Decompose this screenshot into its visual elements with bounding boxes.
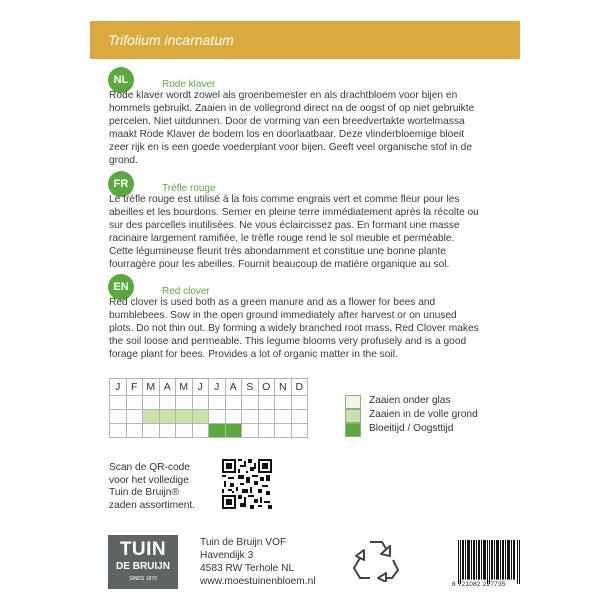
calendar-cell — [258, 396, 275, 410]
calendar-cell — [209, 410, 226, 424]
calendar-cell — [126, 424, 143, 438]
month-label: S — [242, 379, 259, 396]
company-name: Tuin de Bruijn VOF — [200, 537, 287, 548]
calendar-cell — [275, 410, 292, 424]
calendar-cell — [159, 424, 176, 438]
calendar-row-sow-ground — [110, 410, 308, 424]
calendar-cell — [275, 396, 292, 410]
lang-badge-nl: NL — [108, 67, 134, 93]
section-text-en: Red clover is used both as a green manure and as a flower for bees and bumblebees. Sow in the open ground immediately after harvest or on unused plots. Do not thin out. By forming a widely branched root mass, Red Clover makes the soil loose and permeable. This legume blooms very profusely and is a good forage plant for bees. Provides a lot of organic matter in the soil. — [109, 297, 479, 360]
calendar-cell — [209, 424, 226, 438]
calendar-row-sow-glass — [110, 396, 308, 410]
calendar-cell — [258, 410, 275, 424]
calendar-cell — [192, 396, 209, 410]
calendar-cell — [291, 396, 308, 410]
calendar-cell — [242, 396, 259, 410]
company-address — [200, 536, 316, 588]
sowing-calendar — [109, 378, 308, 438]
calendar-cell — [143, 424, 160, 438]
qr-code-icon[interactable] — [222, 459, 272, 509]
month-label: M — [176, 379, 193, 396]
month-label: J — [110, 379, 127, 396]
calendar-cell — [192, 424, 209, 438]
calendar-cell — [242, 424, 259, 438]
section-title-fr: Trèfle rouge — [162, 183, 216, 194]
calendar-cell — [126, 410, 143, 424]
legend-swatch — [345, 395, 361, 409]
section-text-nl: Rode klaver wordt zowel als groenbemester en als drachtbloem voor bijen en hommels gebruikt. Zaaien in de vollegrond direct na de oogst of op niet gebruikte percelen. Niet uitdunnen. Door de vorming van een breedvertakte wortelmassa maakt Rode Klaver de bodem los en doorlaatbaar. Deze vlinderbloemige bloeit zeer rijk en is een goede voederplant voor bijen. Geeft veel organische stof in de grond. — [109, 90, 475, 166]
header-banner — [90, 21, 520, 59]
calendar-cell — [110, 424, 127, 438]
calendar-cell — [159, 396, 176, 410]
legend-swatch — [345, 423, 361, 437]
month-label: M — [143, 379, 160, 396]
qr-caption: Scan de QR-code voor het volledige Tuin de Bruijn® zaden assortiment. — [109, 462, 196, 511]
legend-label: Bloeitijd / Oogsttijd — [369, 423, 454, 434]
calendar-cell — [176, 410, 193, 424]
lang-badge-en: EN — [108, 274, 134, 300]
legend-label: Zaaien in de volle grond — [369, 409, 478, 420]
calendar-cell — [159, 410, 176, 424]
barcode-number: 8 721082 227735 — [452, 581, 506, 588]
calendar-cell — [143, 396, 160, 410]
calendar-cell — [176, 424, 193, 438]
calendar-cell — [110, 410, 127, 424]
legend-swatch — [345, 409, 361, 423]
calendar-cell — [192, 410, 209, 424]
calendar-cell — [209, 396, 226, 410]
street: Havendijk 3 — [200, 550, 254, 561]
postcode-city: 4583 RW Terhole NL — [200, 563, 295, 574]
month-label: A — [225, 379, 242, 396]
month-label: O — [258, 379, 275, 396]
calendar-cell — [258, 424, 275, 438]
calendar-row-bloom — [110, 424, 308, 438]
website-link[interactable]: www.moestuinenbloem.nl — [200, 576, 316, 587]
calendar-cell — [176, 396, 193, 410]
calendar-cell — [110, 396, 127, 410]
calendar-cell — [225, 410, 242, 424]
month-label: N — [275, 379, 292, 396]
recycle-icon — [352, 536, 400, 582]
month-label: J — [209, 379, 226, 396]
lang-badge-fr: FR — [108, 171, 134, 197]
calendar-month-row — [110, 379, 308, 396]
calendar-cell — [126, 396, 143, 410]
species-title: Trifolium incarnatum — [108, 32, 234, 48]
month-label: F — [126, 379, 143, 396]
month-label: D — [291, 379, 308, 396]
calendar-cell — [291, 410, 308, 424]
calendar-cell — [242, 410, 259, 424]
barcode-icon — [458, 540, 520, 584]
section-text-fr: Le trèfle rouge est utilisé à la fois comme engrais vert et comme fleur pour les abeilles et les bourdons. Semer en pleine terre immédiatement après la récolte ou sur des parcelles inutilisées. Ne vous éclaircissez pas. En formant une masse racinaire largement ramifiée, le trèfle rouge rend le sol meuble et perméable. Cette légumineuse fleurit très abondamment et constitue une bonne plante fourragère pour les abeilles. Fournit beaucoup de matière organique au sol. — [109, 194, 479, 270]
month-label: J — [192, 379, 209, 396]
calendar-cell — [225, 396, 242, 410]
tuin-de-bruijn-logo: TUIN DE BRUIJN SINDS 1870 — [108, 535, 178, 589]
calendar-cell — [275, 424, 292, 438]
month-label: A — [159, 379, 176, 396]
calendar-cell — [225, 424, 242, 438]
section-title-nl: Rode klaver — [162, 79, 216, 90]
legend-label: Zaaien onder glas — [369, 395, 451, 406]
calendar-cell — [291, 424, 308, 438]
section-title-en: Red clover — [162, 286, 210, 297]
calendar-cell — [143, 410, 160, 424]
